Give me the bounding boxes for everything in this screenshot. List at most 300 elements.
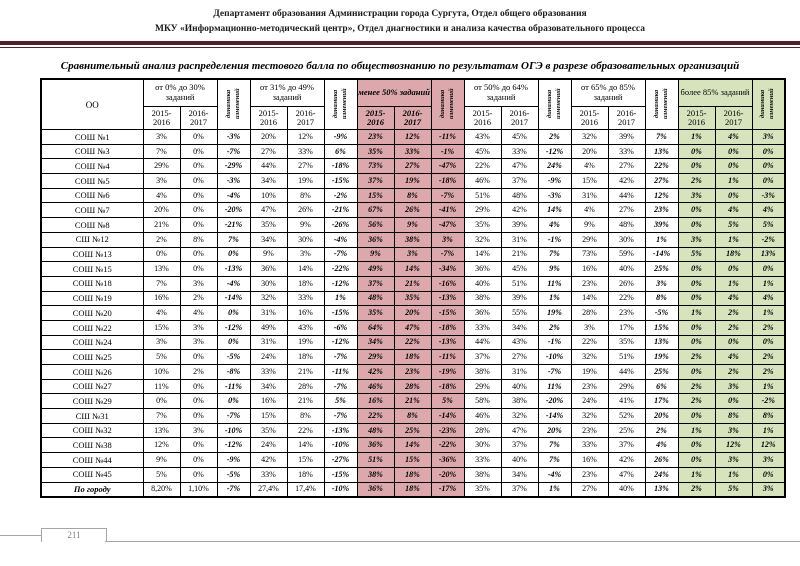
value-cell: 64%: [357, 320, 394, 335]
value-cell: 2%: [752, 320, 785, 335]
value-cell: -10%: [217, 423, 250, 438]
value-cell: 4%: [143, 188, 180, 203]
value-cell: 3%: [752, 453, 785, 468]
value-cell: -7%: [538, 365, 571, 380]
value-cell: 26%: [394, 203, 431, 218]
value-cell: 4%: [752, 291, 785, 306]
value-cell: 0%: [715, 335, 752, 350]
value-cell: -16%: [431, 276, 464, 291]
value-cell: 2%: [678, 379, 715, 394]
value-cell: 0%: [180, 188, 217, 203]
year-header-3-0: 2015-2016: [464, 107, 501, 130]
table-row: [41, 438, 785, 453]
value-cell: 20%: [394, 306, 431, 321]
value-cell: 0%: [752, 467, 785, 482]
value-cell: -4%: [324, 232, 357, 247]
value-cell: -7%: [324, 409, 357, 424]
value-cell: 0%: [752, 262, 785, 277]
table-row: [41, 159, 785, 174]
value-cell: 24%: [645, 467, 678, 482]
value-cell: 25%: [645, 365, 678, 380]
value-cell: 38%: [464, 365, 501, 380]
value-cell: 3%: [715, 423, 752, 438]
value-cell: 31%: [250, 335, 287, 350]
value-cell: 30%: [287, 232, 324, 247]
dynamics-header-label: динамика изменений: [652, 88, 669, 119]
school-name-cell: СОШ №45: [41, 467, 143, 482]
value-cell: 4%: [143, 306, 180, 321]
value-cell: 40%: [608, 262, 645, 277]
school-name-cell: СОШ №3: [41, 144, 143, 159]
table-row: [41, 188, 785, 203]
value-cell: 3%: [180, 276, 217, 291]
table-row: [41, 276, 785, 291]
value-cell: 1%: [538, 291, 571, 306]
value-cell: 19%: [645, 350, 678, 365]
value-cell: 47%: [394, 320, 431, 335]
value-cell: 22%: [608, 291, 645, 306]
value-cell: 59%: [608, 247, 645, 262]
value-cell: -34%: [431, 262, 464, 277]
value-cell: 14%: [287, 438, 324, 453]
value-cell: 5%: [431, 394, 464, 409]
table-row: [41, 409, 785, 424]
value-cell: 31%: [501, 365, 538, 380]
value-cell: 56%: [357, 218, 394, 233]
school-name-cell: СОШ №4: [41, 159, 143, 174]
value-cell: 23%: [571, 423, 608, 438]
value-cell: -7%: [217, 144, 250, 159]
value-cell: 20%: [250, 130, 287, 145]
value-cell: 35%: [464, 218, 501, 233]
value-cell: 35%: [357, 306, 394, 321]
value-cell: 22%: [464, 159, 501, 174]
table-row: [41, 467, 785, 482]
value-cell: 21%: [143, 218, 180, 233]
value-cell: -18%: [324, 159, 357, 174]
value-cell: -7%: [431, 247, 464, 262]
value-cell: -12%: [324, 276, 357, 291]
year-header-1-1: 2016-2017: [287, 107, 324, 130]
value-cell: -15%: [324, 467, 357, 482]
school-name-cell: СШ №12: [41, 232, 143, 247]
value-cell: 51%: [464, 188, 501, 203]
value-cell: -22%: [324, 262, 357, 277]
value-cell: -4%: [217, 276, 250, 291]
school-name-cell: СОШ №25: [41, 350, 143, 365]
value-cell: 29%: [143, 159, 180, 174]
value-cell: -7%: [217, 482, 250, 497]
value-cell: 33%: [501, 144, 538, 159]
school-name-cell: СОШ №22: [41, 320, 143, 335]
value-cell: 9%: [394, 218, 431, 233]
value-cell: 35%: [250, 218, 287, 233]
value-cell: 34%: [357, 335, 394, 350]
value-cell: -36%: [431, 453, 464, 468]
corner-cell: ОО: [41, 79, 143, 130]
value-cell: -11%: [431, 130, 464, 145]
value-cell: 2%: [752, 365, 785, 380]
value-cell: 1%: [752, 423, 785, 438]
value-cell: 5%: [324, 394, 357, 409]
value-cell: 40%: [501, 453, 538, 468]
value-cell: 46%: [357, 379, 394, 394]
results-table: [40, 78, 786, 498]
value-cell: 1%: [715, 232, 752, 247]
value-cell: -27%: [324, 453, 357, 468]
value-cell: 4%: [571, 159, 608, 174]
value-cell: 44%: [250, 159, 287, 174]
value-cell: 12%: [645, 188, 678, 203]
value-cell: 5%: [143, 350, 180, 365]
value-cell: -18%: [431, 320, 464, 335]
page-number: 211: [67, 530, 81, 540]
value-cell: 55%: [501, 306, 538, 321]
value-cell: 27%: [571, 482, 608, 497]
value-cell: 9%: [287, 218, 324, 233]
value-cell: -41%: [431, 203, 464, 218]
table-row: [41, 320, 785, 335]
value-cell: 1%: [678, 130, 715, 145]
value-cell: 0%: [180, 144, 217, 159]
value-cell: -7%: [324, 379, 357, 394]
value-cell: 30%: [250, 276, 287, 291]
value-cell: 3%: [571, 320, 608, 335]
value-cell: -47%: [431, 159, 464, 174]
value-cell: 13%: [645, 144, 678, 159]
value-cell: 4%: [715, 291, 752, 306]
school-name-cell: СОШ №15: [41, 262, 143, 277]
value-cell: 22%: [645, 159, 678, 174]
value-cell: 52%: [608, 409, 645, 424]
dynamics-header-label: динамика изменений: [545, 88, 562, 119]
value-cell: 23%: [571, 276, 608, 291]
value-cell: 48%: [608, 218, 645, 233]
value-cell: 38%: [464, 291, 501, 306]
value-cell: -17%: [431, 482, 464, 497]
value-cell: -12%: [538, 144, 571, 159]
value-cell: 36%: [464, 306, 501, 321]
value-cell: 7%: [538, 247, 571, 262]
value-cell: -19%: [431, 365, 464, 380]
value-cell: 0%: [180, 409, 217, 424]
value-cell: 8%: [394, 409, 431, 424]
value-cell: -18%: [431, 379, 464, 394]
table-row: [41, 423, 785, 438]
value-cell: 29%: [571, 232, 608, 247]
value-cell: 14%: [571, 291, 608, 306]
value-cell: 18%: [287, 467, 324, 482]
value-cell: 1%: [752, 306, 785, 321]
header-line-2: МКУ «Информационно-методический центр», Отдел диагностики и анализа качества образовательного процесса: [154, 24, 646, 34]
value-cell: 3%: [431, 232, 464, 247]
value-cell: 4%: [645, 438, 678, 453]
table-row: [41, 203, 785, 218]
value-cell: 10%: [143, 365, 180, 380]
school-name-cell: СОШ №38: [41, 438, 143, 453]
value-cell: 7%: [143, 409, 180, 424]
table-row: [41, 453, 785, 468]
year-header-1-0: 2015-2016: [250, 107, 287, 130]
value-cell: 8%: [715, 409, 752, 424]
value-cell: 1%: [752, 276, 785, 291]
value-cell: -3%: [538, 188, 571, 203]
value-cell: -4%: [538, 467, 571, 482]
value-cell: 18%: [715, 247, 752, 262]
value-cell: 9%: [571, 218, 608, 233]
value-cell: 3%: [394, 247, 431, 262]
value-cell: 1%: [324, 291, 357, 306]
table-row: [41, 130, 785, 145]
value-cell: 47%: [608, 467, 645, 482]
value-cell: 7%: [645, 130, 678, 145]
value-cell: -7%: [431, 188, 464, 203]
value-cell: 0%: [217, 335, 250, 350]
value-cell: 1%: [715, 174, 752, 189]
value-cell: 2%: [715, 320, 752, 335]
year-header-0-1: 2016-2017: [180, 107, 217, 130]
value-cell: 37%: [501, 174, 538, 189]
value-cell: 12%: [715, 438, 752, 453]
value-cell: 3%: [715, 379, 752, 394]
value-cell: 21%: [394, 276, 431, 291]
value-cell: 2%: [678, 350, 715, 365]
value-cell: 44%: [608, 365, 645, 380]
value-cell: 7%: [217, 232, 250, 247]
value-cell: 32%: [250, 291, 287, 306]
value-cell: 33%: [287, 144, 324, 159]
value-cell: 36%: [464, 262, 501, 277]
value-cell: -2%: [752, 232, 785, 247]
value-cell: -21%: [217, 218, 250, 233]
value-cell: 4%: [571, 203, 608, 218]
value-cell: 38%: [357, 467, 394, 482]
value-cell: 0%: [143, 247, 180, 262]
value-cell: 47%: [250, 203, 287, 218]
value-cell: 20%: [143, 203, 180, 218]
value-cell: 2%: [678, 482, 715, 497]
table-row: [41, 335, 785, 350]
value-cell: 1%: [715, 467, 752, 482]
table-row: [41, 262, 785, 277]
value-cell: 3%: [287, 247, 324, 262]
value-cell: 2%: [715, 306, 752, 321]
value-cell: -3%: [217, 130, 250, 145]
value-cell: -12%: [217, 320, 250, 335]
value-cell: 32%: [464, 232, 501, 247]
value-cell: -23%: [431, 423, 464, 438]
value-cell: 7%: [143, 276, 180, 291]
value-cell: 32%: [571, 409, 608, 424]
value-cell: -9%: [217, 453, 250, 468]
value-cell: 2%: [715, 365, 752, 380]
school-name-cell: СОШ №20: [41, 306, 143, 321]
dynamics-header-label: динамика изменений: [224, 88, 241, 119]
value-cell: 0%: [678, 218, 715, 233]
value-cell: 0%: [180, 203, 217, 218]
value-cell: 46%: [464, 174, 501, 189]
value-cell: 16%: [571, 453, 608, 468]
school-name-cell: СОШ №1: [41, 130, 143, 145]
value-cell: 38%: [394, 232, 431, 247]
value-cell: 3%: [180, 335, 217, 350]
value-cell: 8%: [287, 188, 324, 203]
value-cell: 45%: [464, 144, 501, 159]
table-row: [41, 232, 785, 247]
value-cell: 21%: [287, 394, 324, 409]
value-cell: 35%: [250, 423, 287, 438]
value-cell: -11%: [431, 350, 464, 365]
value-cell: 23%: [571, 467, 608, 482]
value-cell: -14%: [645, 247, 678, 262]
value-cell: 0%: [180, 174, 217, 189]
school-name-cell: СОШ №6: [41, 188, 143, 203]
value-cell: 46%: [464, 409, 501, 424]
school-name-cell: СШ №31: [41, 409, 143, 424]
value-cell: -12%: [217, 438, 250, 453]
value-cell: 27%: [501, 350, 538, 365]
value-cell: -20%: [538, 394, 571, 409]
value-cell: 18%: [394, 482, 431, 497]
value-cell: 32%: [571, 350, 608, 365]
value-cell: 73%: [357, 159, 394, 174]
value-cell: 33%: [464, 320, 501, 335]
year-header-5-0: 2015-2016: [678, 107, 715, 130]
value-cell: 33%: [608, 144, 645, 159]
value-cell: -13%: [431, 335, 464, 350]
value-cell: 3%: [180, 423, 217, 438]
value-cell: -21%: [324, 203, 357, 218]
value-cell: 0%: [715, 144, 752, 159]
value-cell: 33%: [394, 144, 431, 159]
value-cell: 1%: [538, 482, 571, 497]
value-cell: 27%: [250, 144, 287, 159]
value-cell: 37%: [501, 482, 538, 497]
dynamics-header-1: [324, 79, 357, 130]
value-cell: 38%: [501, 394, 538, 409]
value-cell: 21%: [394, 394, 431, 409]
value-cell: 0%: [678, 438, 715, 453]
value-cell: 15%: [645, 320, 678, 335]
value-cell: 0%: [180, 262, 217, 277]
value-cell: 24%: [571, 394, 608, 409]
value-cell: -18%: [431, 174, 464, 189]
value-cell: 43%: [464, 130, 501, 145]
value-cell: 11%: [538, 379, 571, 394]
value-cell: 21%: [287, 365, 324, 380]
value-cell: 8,20%: [143, 482, 180, 497]
value-cell: 2%: [143, 232, 180, 247]
year-header-5-1: 2016-2017: [715, 107, 752, 130]
value-cell: 30%: [464, 438, 501, 453]
value-cell: -22%: [431, 438, 464, 453]
value-cell: 0%: [217, 247, 250, 262]
value-cell: 45%: [501, 130, 538, 145]
value-cell: 51%: [501, 276, 538, 291]
value-cell: 20%: [571, 144, 608, 159]
value-cell: 0%: [180, 218, 217, 233]
header-group-row: [41, 79, 785, 107]
value-cell: 4%: [180, 306, 217, 321]
value-cell: 15%: [394, 453, 431, 468]
value-cell: 40%: [464, 276, 501, 291]
value-cell: 8%: [645, 291, 678, 306]
year-header-4-1: 2016-2017: [608, 107, 645, 130]
value-cell: 26%: [645, 453, 678, 468]
dynamics-header-label: динамика изменений: [759, 88, 776, 119]
value-cell: 1%: [678, 306, 715, 321]
value-cell: 0%: [715, 262, 752, 277]
value-cell: 24%: [538, 159, 571, 174]
value-cell: 1%: [645, 232, 678, 247]
value-cell: 16%: [357, 394, 394, 409]
document-header: [0, 7, 800, 37]
value-cell: 17%: [608, 320, 645, 335]
value-cell: 0%: [143, 394, 180, 409]
footer-line-right: [105, 541, 800, 542]
year-header-2-1: 2016-2017: [394, 107, 431, 130]
value-cell: 27%: [645, 174, 678, 189]
header-line-1: Департамент образования Администрации города Сургута, Отдел общего образования: [213, 9, 587, 19]
dynamics-header-0: [217, 79, 250, 130]
value-cell: 18%: [394, 350, 431, 365]
value-cell: 42%: [608, 453, 645, 468]
value-cell: 17%: [645, 394, 678, 409]
value-cell: 30%: [608, 232, 645, 247]
value-cell: -15%: [324, 174, 357, 189]
value-cell: 0%: [678, 365, 715, 380]
value-cell: 42%: [608, 174, 645, 189]
value-cell: -10%: [538, 350, 571, 365]
value-cell: 12%: [287, 130, 324, 145]
value-cell: 25%: [394, 423, 431, 438]
header-rule: [0, 41, 800, 48]
value-cell: 0%: [180, 394, 217, 409]
value-cell: 9%: [250, 247, 287, 262]
value-cell: 2%: [180, 291, 217, 306]
value-cell: 0%: [678, 276, 715, 291]
value-cell: 12%: [752, 438, 785, 453]
value-cell: 41%: [608, 394, 645, 409]
value-cell: 27%: [394, 159, 431, 174]
school-name-cell: СОШ №8: [41, 218, 143, 233]
school-name-cell: СОШ №19: [41, 291, 143, 306]
value-cell: 28%: [464, 423, 501, 438]
value-cell: 5%: [715, 482, 752, 497]
year-header-4-0: 2015-2016: [571, 107, 608, 130]
total-row: [41, 482, 785, 497]
value-cell: 14%: [538, 203, 571, 218]
school-name-cell: СОШ №5: [41, 174, 143, 189]
table-row: [41, 218, 785, 233]
value-cell: -47%: [431, 218, 464, 233]
value-cell: 35%: [608, 335, 645, 350]
value-cell: 0%: [180, 159, 217, 174]
value-cell: 0%: [678, 262, 715, 277]
value-cell: 24%: [250, 438, 287, 453]
value-cell: 32%: [571, 130, 608, 145]
table-body: [41, 130, 785, 498]
value-cell: 23%: [645, 203, 678, 218]
value-cell: 37%: [357, 174, 394, 189]
value-cell: -2%: [324, 188, 357, 203]
value-cell: 3%: [645, 276, 678, 291]
dynamics-header-label: динамика изменений: [331, 88, 348, 119]
value-cell: 0%: [752, 335, 785, 350]
value-cell: 14%: [394, 262, 431, 277]
value-cell: 3%: [678, 232, 715, 247]
value-cell: -9%: [538, 174, 571, 189]
